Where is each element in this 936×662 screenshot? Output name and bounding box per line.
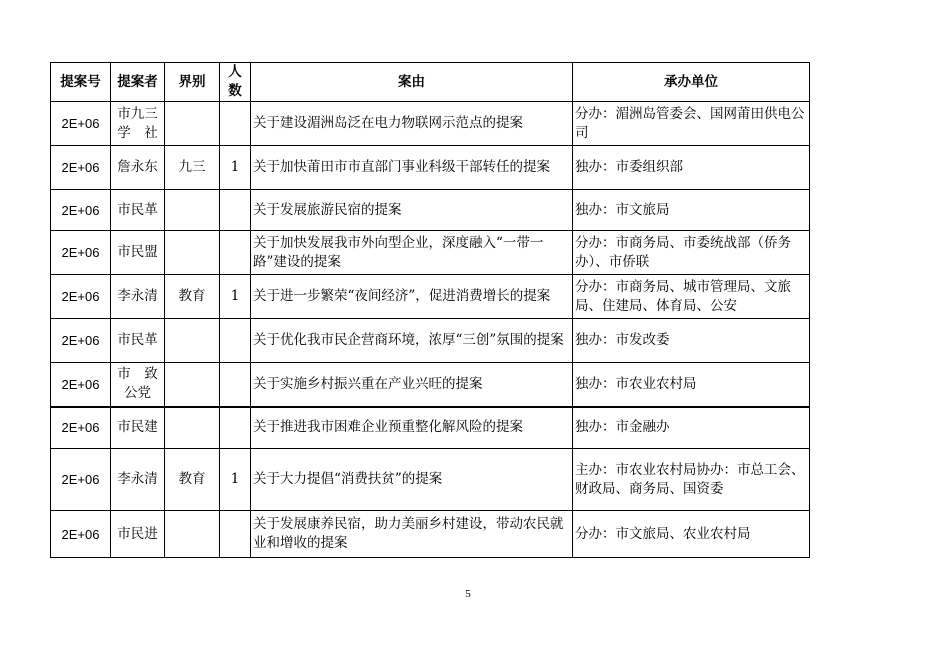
cell-proposer: 李永清 (111, 449, 165, 511)
header-sector: 界别 (165, 63, 220, 102)
cell-id: 2E+06 (51, 231, 111, 275)
cell-sector: 教育 (165, 275, 220, 319)
cell-subject: 关于实施乡村振兴重在产业兴旺的提案 (251, 363, 573, 407)
header-id: 提案号 (51, 63, 111, 102)
cell-count (220, 102, 251, 146)
cell-id: 2E+06 (51, 146, 111, 190)
table-row (51, 190, 810, 231)
cell-sector (165, 319, 220, 363)
cell-count (220, 231, 251, 275)
table-row (51, 275, 810, 319)
header-count: 人数 (220, 63, 251, 102)
cell-id: 2E+06 (51, 407, 111, 449)
cell-proposer: 詹永东 (111, 146, 165, 190)
cell-sector (165, 102, 220, 146)
table-row (51, 146, 810, 190)
cell-id: 2E+06 (51, 511, 111, 558)
cell-id: 2E+06 (51, 363, 111, 407)
cell-subject: 关于推进我市困难企业预重整化解风险的提案 (251, 407, 573, 449)
cell-subject: 关于发展康养民宿，助力美丽乡村建设，带动农民就业和增收的提案 (251, 511, 573, 558)
cell-id: 2E+06 (51, 190, 111, 231)
header-row (51, 63, 810, 102)
cell-id: 2E+06 (51, 275, 111, 319)
cell-unit: 主办：市农业农村局协办：市总工会、财政局、商务局、国资委 (573, 449, 810, 511)
cell-proposer: 市民建 (111, 407, 165, 449)
table-row (51, 231, 810, 275)
cell-subject: 关于建设湄洲岛泛在电力物联网示范点的提案 (251, 102, 573, 146)
cell-count: 1 (220, 449, 251, 511)
table-row (51, 102, 810, 146)
cell-count (220, 407, 251, 449)
cell-subject: 关于加快发展我市外向型企业，深度融入“一带一路”建设的提案 (251, 231, 573, 275)
cell-sector: 教育 (165, 449, 220, 511)
cell-sector: 九三 (165, 146, 220, 190)
cell-proposer: 李永清 (111, 275, 165, 319)
cell-sector (165, 407, 220, 449)
cell-unit: 独办：市委组织部 (573, 146, 810, 190)
table-row (51, 449, 810, 511)
cell-subject: 关于加快莆田市市直部门事业科级干部转任的提案 (251, 146, 573, 190)
cell-proposer: 市九三学 社 (111, 102, 165, 146)
header-unit: 承办单位 (573, 63, 810, 102)
cell-unit: 分办：市文旅局、农业农村局 (573, 511, 810, 558)
cell-sector (165, 363, 220, 407)
cell-sector (165, 231, 220, 275)
table-row (51, 511, 810, 558)
cell-id: 2E+06 (51, 449, 111, 511)
cell-unit: 独办：市金融办 (573, 407, 810, 449)
cell-count: 1 (220, 275, 251, 319)
cell-id: 2E+06 (51, 319, 111, 363)
cell-unit: 独办：市农业农村局 (573, 363, 810, 407)
cell-count (220, 511, 251, 558)
table-row (51, 407, 810, 449)
header-subject: 案由 (251, 63, 573, 102)
cell-count (220, 190, 251, 231)
cell-subject: 关于进一步繁荣“夜间经济”，促进消费增长的提案 (251, 275, 573, 319)
cell-sector (165, 511, 220, 558)
cell-subject: 关于大力提倡“消费扶贫”的提案 (251, 449, 573, 511)
cell-count (220, 363, 251, 407)
cell-unit: 独办：市发改委 (573, 319, 810, 363)
cell-unit: 独办：市文旅局 (573, 190, 810, 231)
cell-unit: 分办：市商务局、城市管理局、文旅局、住建局、体育局、公安 (573, 275, 810, 319)
cell-count (220, 319, 251, 363)
table-row (51, 363, 810, 407)
cell-sector (165, 190, 220, 231)
cell-subject: 关于发展旅游民宿的提案 (251, 190, 573, 231)
cell-unit: 分办：湄洲岛管委会、国网莆田供电公司 (573, 102, 810, 146)
cell-id: 2E+06 (51, 102, 111, 146)
cell-proposer: 市民盟 (111, 231, 165, 275)
table-row (51, 319, 810, 363)
cell-subject: 关于优化我市民企营商环境，浓厚“三创”氛围的提案 (251, 319, 573, 363)
cell-proposer: 市民革 (111, 190, 165, 231)
cell-unit: 分办：市商务局、市委统战部（侨务办）、市侨联 (573, 231, 810, 275)
cell-proposer: 市 致公党 (111, 363, 165, 407)
cell-proposer: 市民进 (111, 511, 165, 558)
cell-proposer: 市民革 (111, 319, 165, 363)
cell-count: 1 (220, 146, 251, 190)
header-proposer: 提案者 (111, 63, 165, 102)
page-number: 5 (465, 588, 471, 600)
proposal-table (50, 62, 810, 558)
